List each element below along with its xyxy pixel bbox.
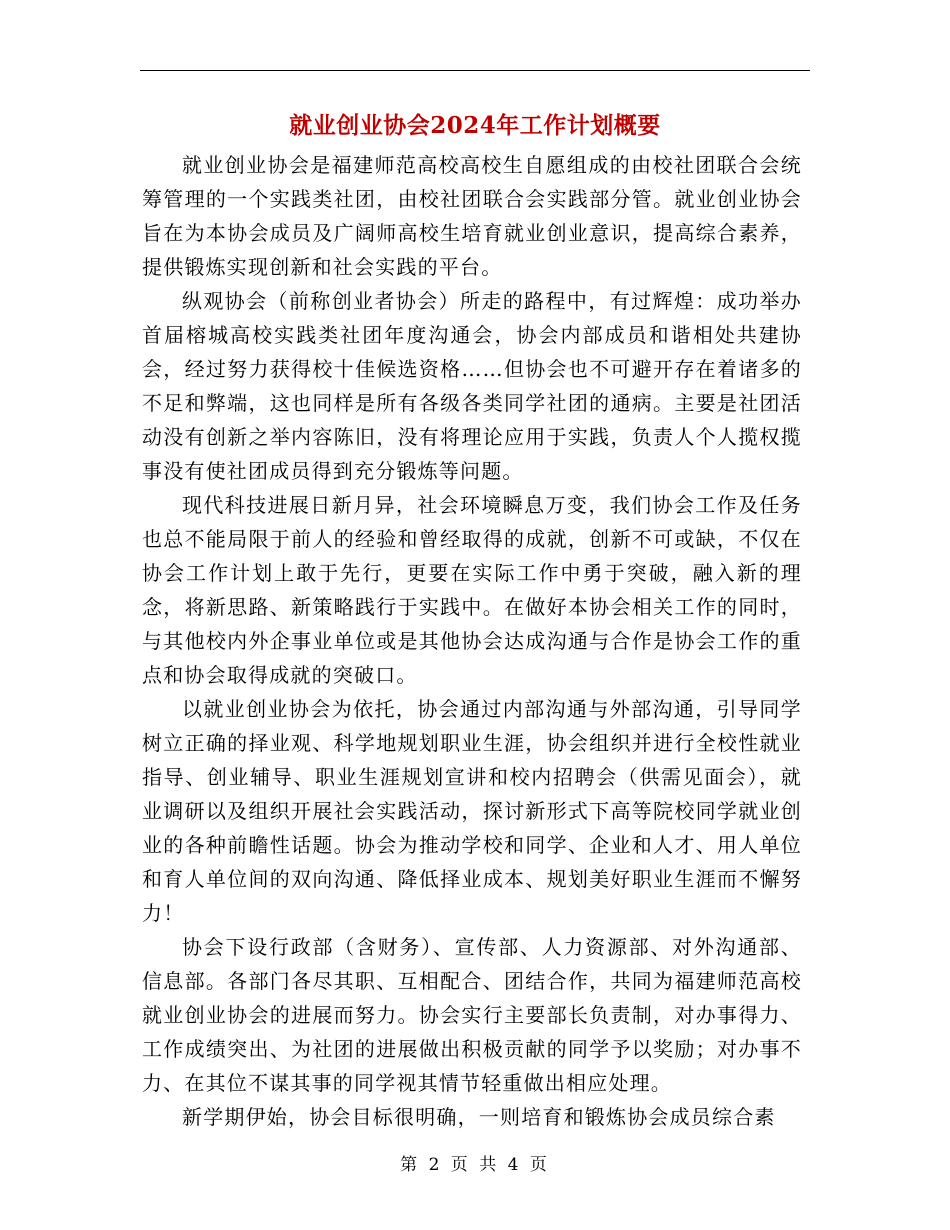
document-body: [142, 148, 802, 1134]
paragraph-history: 纵观协会（前称创业者协会）所走的路程中，有过辉煌：成功举办首届榕城高校实践类社团年度沟通会，协会内部成员和谐相处共建协会，经过努力获得校十佳候选资格……但协会也不可避开存在着诸多的不足和弊端，这也同样是所有各级各类同学社团的通病。主要是社团活动没有创新之举内容陈旧，没有将理论应用于实践，负责人个人揽权揽事没有使社团成员得到充分锻炼等问题。: [142, 289, 802, 483]
page-number: 第 2 页 共 4 页: [400, 1155, 550, 1175]
header-rule: [140, 70, 810, 71]
paragraph-innovation: 现代科技进展日新月异，社会环境瞬息万变，我们协会工作及任务也总不能局限于前人的经验和曾经取得的成就，创新不可或缺，不仅在协会工作计划上敢于先行，更要在实际工作中勇于突破，融入新的理念，将新思路、新策略践行于实践中。在做好本协会相关工作的同时，与其他校内外企事业单位或是其他协会达成沟通与合作是协会工作的重点和协会取得成就的突破口。: [142, 493, 802, 687]
paragraph-new-semester: 新学期伊始，协会目标很明确，一则培育和锻炼协会成员综合素: [182, 1105, 776, 1129]
paragraph-intro: 就业创业协会是福建师范高校高校生自愿组成的由校社团联合会统筹管理的一个实践类社团，由校社团联合会实践部分管。就业创业协会旨在为本协会成员及广阔师高校生培育就业创业意识，提高综合素养，提供锻炼实现创新和社会实践的平台。: [142, 153, 802, 279]
paragraph-activities: 以就业创业协会为依托，协会通过内部沟通与外部沟通，引导同学树立正确的择业观、科学地规划职业生涯，协会组织并进行全校性就业指导、创业辅导、职业生涯规划宣讲和校内招聘会（供需见面会），就业调研以及组织开展社会实践活动，探讨新形式下高等院校同学就业创业的各种前瞻性话题。协会为推动学校和同学、企业和人才、用人单位和育人单位间的双向沟通、降低择业成本、规划美好职业生涯而不懈努力！: [142, 697, 802, 925]
paragraph-departments: 协会下设行政部（含财务）、宣传部、人力资源部、对外沟通部、信息部。各部门各尽其职、互相配合、团结合作，共同为福建师范高校就业创业协会的进展而努力。协会实行主要部长负责制，对办事得力、工作成绩突出、为社团的进展做出积极贡献的同学予以奖励；对办事不力、在其位不谋其事的同学视其情节轻重做出相应处理。: [142, 935, 802, 1095]
document-title: 就业创业协会2024年工作计划概要: [289, 112, 661, 139]
